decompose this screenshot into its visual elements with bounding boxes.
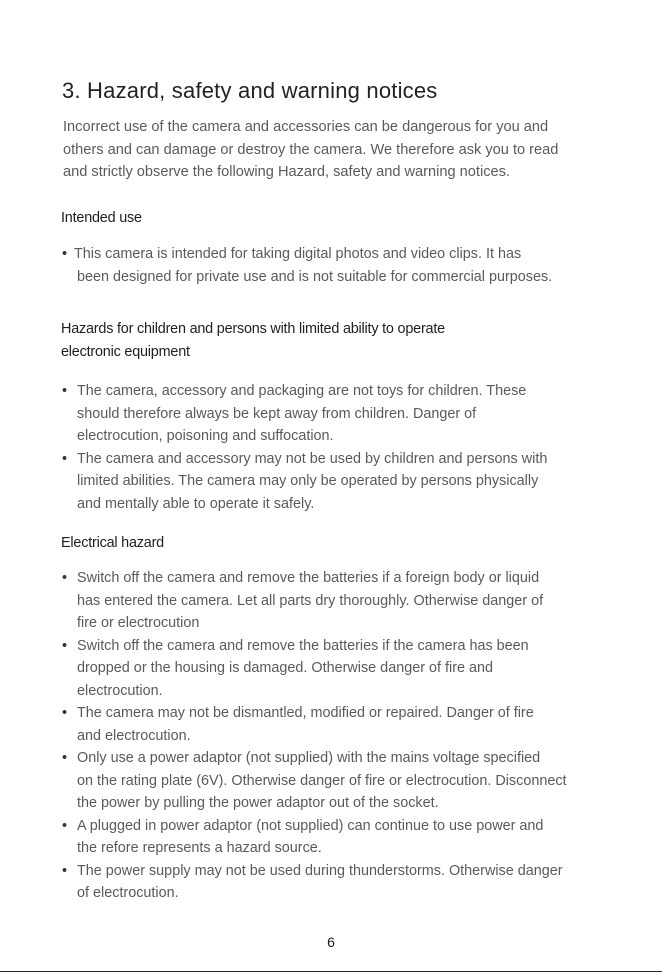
- list-item-line: and electrocution.: [77, 727, 191, 744]
- list-item-line: the refore represents a hazard source.: [77, 840, 322, 856]
- bullet-icon: •: [62, 637, 68, 654]
- section-heading-line: electronic equipment: [61, 343, 190, 360]
- list-item-line: limited abilities. The camera may only be operated by persons physically: [77, 473, 539, 489]
- list-item: [62, 860, 632, 905]
- list-item: [62, 635, 632, 703]
- list-item: [62, 567, 632, 635]
- intro-line: others and can damage or destroy the camera. We therefore ask you to read: [63, 141, 559, 158]
- intro-line: and strictly observe the following Hazard, safety and warning notices.: [63, 164, 510, 180]
- list-item-line: The power supply may not be used during thunderstorms. Otherwise danger: [77, 862, 563, 879]
- list-item-line: been designed for private use and is not suitable for commercial purposes.: [77, 268, 553, 285]
- bullet-icon: •: [62, 862, 68, 879]
- page-number: 6: [327, 934, 335, 950]
- page-title: 3. Hazard, safety and warning notices: [62, 78, 438, 103]
- list-item: [62, 815, 632, 860]
- list-item-line: of electrocution.: [77, 885, 179, 901]
- footer-divider: [0, 971, 662, 972]
- intro-paragraph: [63, 116, 623, 184]
- section-heading-line: Hazards for children and persons with limited ability to operate: [61, 321, 445, 337]
- section-heading-children: [61, 318, 445, 363]
- bullet-icon: •: [62, 383, 68, 399]
- section-heading-intended-use: [61, 207, 142, 230]
- list-item-line: The camera, accessory and packaging are not toys for children. These: [77, 383, 527, 399]
- list-item-line: electrocution, poisoning and suffocation.: [77, 428, 334, 444]
- section-heading-line: Electrical hazard: [61, 535, 164, 551]
- intended-use-list: [62, 243, 632, 288]
- list-item-line: dropped or the housing is damaged. Otherwise danger of fire and: [77, 660, 493, 676]
- bullet-icon: •: [62, 817, 68, 834]
- list-item-line: Switch off the camera and remove the batteries if the camera has been: [77, 637, 529, 654]
- list-item-line: fire or electrocution: [77, 615, 200, 631]
- list-item-line: on the rating plate (6V). Otherwise danger of fire or electrocution. Disconnect: [77, 772, 567, 789]
- list-item-line: Only use a power adaptor (not supplied) with the mains voltage specified: [77, 750, 541, 766]
- list-item-line: should therefore always be kept away from children. Danger of: [77, 405, 477, 422]
- section-heading-line: Intended use: [61, 210, 142, 226]
- children-hazards-list: [62, 380, 632, 515]
- list-item-line: This camera is intended for taking digital photos and video clips. It has: [74, 246, 522, 262]
- list-item-line: A plugged in power adaptor (not supplied) can continue to use power and: [77, 817, 544, 834]
- list-item: [62, 448, 632, 516]
- list-item-line: and mentally able to operate it safely.: [77, 495, 315, 512]
- section-heading-electrical: [61, 532, 164, 555]
- list-item: [62, 243, 632, 288]
- list-item: [62, 380, 632, 448]
- list-item-line: The camera and accessory may not be used by children and persons with: [77, 450, 548, 467]
- intro-line: Incorrect use of the camera and accessories can be dangerous for you and: [63, 119, 549, 135]
- list-item-line: has entered the camera. Let all parts dry thoroughly. Otherwise danger of: [77, 592, 544, 609]
- bullet-icon: •: [62, 570, 68, 586]
- list-item: [62, 702, 632, 747]
- bullet-icon: •: [62, 705, 68, 721]
- bullet-icon: •: [62, 246, 68, 262]
- electrical-hazards-list: [62, 567, 632, 905]
- list-item-line: The camera may not be dismantled, modified or repaired. Danger of fire: [77, 705, 534, 721]
- list-item-line: the power by pulling the power adaptor out of the socket.: [77, 795, 439, 811]
- bullet-icon: •: [62, 750, 68, 766]
- list-item: [62, 747, 632, 815]
- list-item-line: electrocution.: [77, 682, 163, 699]
- bullet-icon: •: [62, 450, 68, 467]
- list-item-line: Switch off the camera and remove the batteries if a foreign body or liquid: [77, 570, 540, 586]
